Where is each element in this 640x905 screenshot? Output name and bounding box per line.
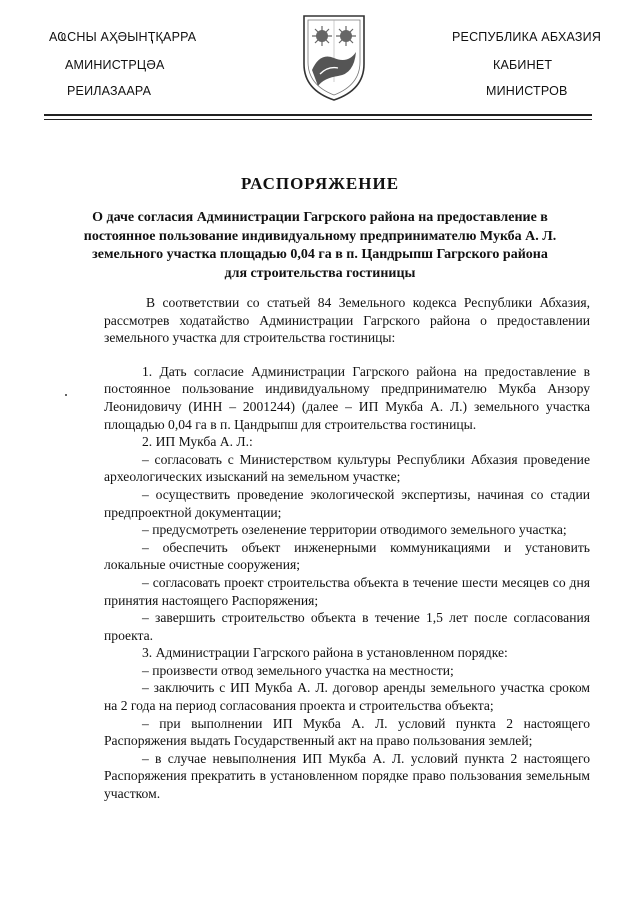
list-item: – обеспечить объект инженерными коммуникациями и установить локальные очистные сооружения; <box>104 539 590 573</box>
document-subject: О даче согласия Администрации Гагрского района на предоставление в постоянное пользование индивидуальному предпринимателю Мукба А. Л. земельного участка площадью 0,04 га в п. Цандрыпш Гагрского района для строительства гостиницы <box>83 210 557 281</box>
margin-dot <box>65 394 67 396</box>
paragraph-1: 1. Дать согласие Администрации Гагрского района на предоставление в постоянное пользование индивидуальному предпринимателю Мукба Анзору Леонидовичу (ИНН – 2001244) (далее – ИП Мукба А. Л.) земельного участка площадью 0,04 га в п. Цандрыпш для строительства гостиницы. <box>104 363 590 432</box>
list-item: – согласовать проект строительства объекта в течение шести месяцев со дня принятия настоящего Распоряжения; <box>104 574 590 608</box>
paragraph-2: 2. ИП Мукба А. Л.: <box>142 434 253 450</box>
header-rule-thick <box>44 114 592 116</box>
header-left-line-2: АМИНИСТРЦӘА <box>65 58 165 72</box>
document-body <box>104 294 590 803</box>
header-left-line-1: АҨСНЫ АҲӘЫНҬҚАРРА <box>49 30 197 44</box>
header-right-line-2: КАБИНЕТ <box>493 58 553 72</box>
list-item: – заключить с ИП Мукба А. Л. договор аренды земельного участка сроком на 2 года на период согласования проекта и строительства объекта; <box>104 680 590 714</box>
list-item: – произвести отвод земельного участка на местности; <box>142 662 454 678</box>
header-left-line-3: РЕИЛАЗААРА <box>67 84 152 98</box>
preamble-paragraph: В соответствии со статьей 84 Земельного кодекса Республики Абхазия, рассмотрев ходатайство Администрации Гагрского района о предоставлении земельного участка для строительства гостиницы: <box>104 295 590 346</box>
list-item: – в случае невыполнения ИП Мукба А. Л. условий пункта 2 настоящего Распоряжения прекратить в установленном порядке право пользования земельным участком. <box>104 750 590 802</box>
header-right-line-1: РЕСПУБЛИКА АБХАЗИЯ <box>452 30 602 44</box>
header-right-line-3: МИНИСТРОВ <box>486 84 568 98</box>
header-rule-thin <box>44 119 592 120</box>
list-item: – при выполнении ИП Мукба А. Л. условий пункта 2 настоящего Распоряжения выдать Государственный акт на право пользования землей; <box>104 715 590 749</box>
document-title: РАСПОРЯЖЕНИЕ <box>240 174 400 193</box>
list-item: – предусмотреть озеленение территории отводимого земельного участка; <box>142 522 567 538</box>
list-item: – завершить строительство объекта в течение 1,5 лет после согласования проекта. <box>104 610 590 643</box>
paragraph-3: 3. Администрации Гагрского района в установленном порядке: <box>142 645 508 661</box>
list-item: – осуществить проведение экологической экспертизы, начиная со стадии предпроектной документации; <box>104 486 590 520</box>
list-item: – согласовать с Министерством культуры Республики Абхазия проведение археологических изысканий на земельном участке; <box>104 451 590 485</box>
coat-of-arms-icon <box>298 12 370 102</box>
